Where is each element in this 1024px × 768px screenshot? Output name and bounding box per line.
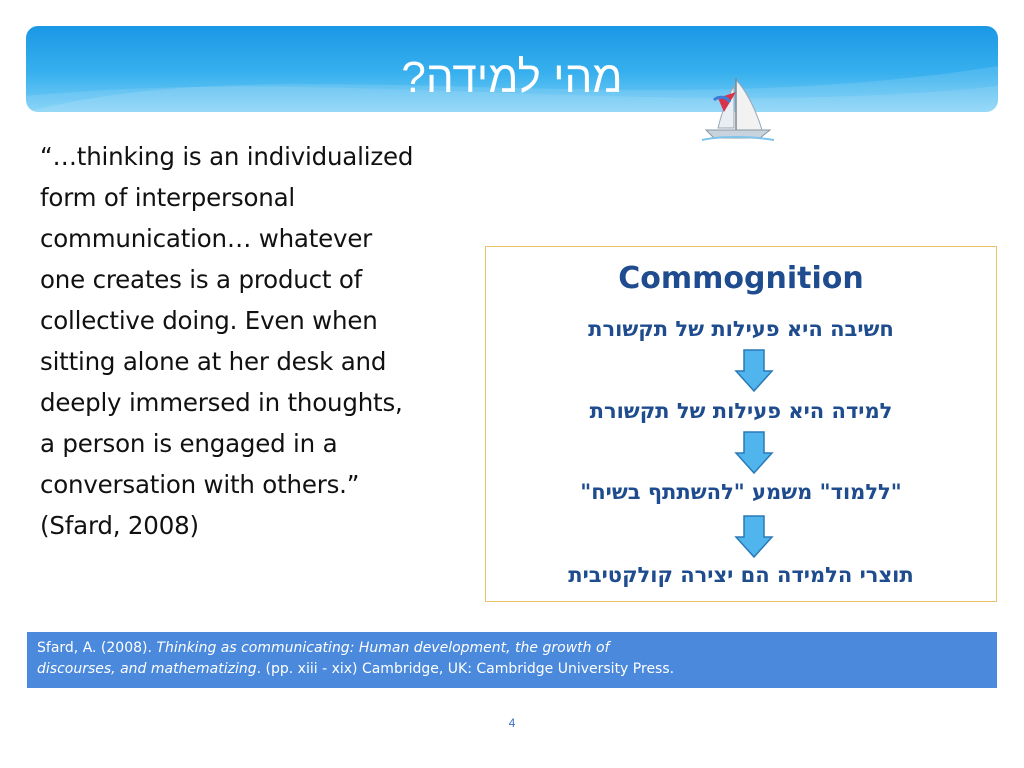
commognition-box	[485, 246, 997, 602]
quote-line: “…thinking is an individualized	[40, 142, 414, 171]
reference-title-part1: Thinking as communicating: Human development, the growth of	[156, 640, 610, 656]
quote-line: collective doing. Even when	[40, 306, 378, 335]
quote-line: communication… whatever	[40, 224, 373, 253]
page-number: 4	[508, 716, 516, 730]
reference-title-part2: discourses, and mathematizing	[37, 661, 257, 677]
quote-line: conversation with others.”	[40, 470, 360, 499]
box-line-discourse: "ללמוד" משמע "להשתתף בשיח"	[580, 480, 902, 504]
box-line-learning: למידה היא פעילות של תקשורת	[589, 399, 893, 423]
reference-line-1	[37, 638, 987, 659]
box-title: Commognition	[618, 261, 864, 296]
quote-line: one creates is a product of	[40, 265, 363, 294]
reference-author: Sfard, A. (2008).	[37, 640, 157, 656]
quote-citation: (Sfard, 2008)	[40, 511, 199, 540]
arrow-down-icon	[734, 515, 774, 559]
sfard-quote	[40, 136, 488, 546]
arrow-down-icon	[734, 431, 774, 475]
box-line-thinking: חשיבה היא פעילות של תקשורת	[588, 317, 894, 341]
sailboat-icon	[700, 72, 776, 142]
slide-title: מהי למידה?	[401, 53, 623, 102]
reference-line-2	[37, 659, 987, 680]
box-line-products: תוצרי הלמידה הם יצירה קולקטיבית	[568, 563, 914, 587]
quote-line: sitting alone at her desk and	[40, 347, 387, 376]
reference-bar	[27, 632, 997, 688]
quote-line: form of interpersonal	[40, 183, 296, 212]
title-banner	[26, 26, 998, 112]
reference-publisher: . (pp. xiii - xix) Cambridge, UK: Cambridge University Press.	[256, 661, 675, 677]
quote-line: a person is engaged in a	[40, 429, 338, 458]
arrow-down-icon	[734, 349, 774, 393]
quote-line: deeply immersed in thoughts,	[40, 388, 403, 417]
